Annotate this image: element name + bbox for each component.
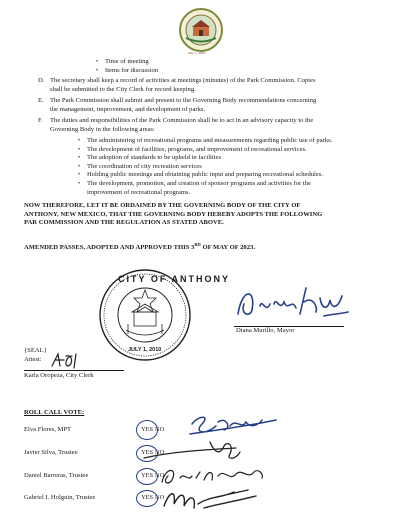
yes-circle (136, 420, 158, 440)
bullet-items: • Items for discussion (105, 67, 158, 76)
roll-call-heading: ROLL CALL VOTE: (24, 409, 85, 416)
duties-list (87, 137, 332, 197)
bullet-time: • Time of meeting (105, 58, 158, 67)
attest-label: Attest: (24, 356, 42, 363)
duty-item: • The development of facilities, programs, and improvement of recreational services. (87, 146, 332, 155)
mayor-signature (232, 284, 352, 324)
mayor-name: Diana Murillo, Mayor (236, 327, 295, 334)
signature-barreras (158, 464, 268, 488)
vote-yes: YES (141, 426, 154, 433)
item-e-line1: The Park Commission shall submit and present to the Governing Body recommendations concerning (50, 97, 317, 104)
item-f-line2: Governing Body in the following areas: (50, 126, 155, 133)
duty-item: • The coordination of city recreation services (87, 163, 332, 172)
item-d-line1: The secretary shall keep a record of activities at meetings (minutes) of the Park Commission. Copies (50, 77, 316, 84)
adopted-sup: RD (194, 242, 201, 247)
item-e-line2: the management, improvement, and development of parks. (50, 106, 206, 113)
member-name: Gabriel I. Holguin, Trustee (24, 494, 96, 501)
vote-yes: YES (141, 449, 154, 456)
item-d-letter: D. (38, 77, 45, 84)
logo-date: July 1, 2010 (188, 51, 206, 55)
member-name: Elva Flores, MPT (24, 426, 72, 433)
vote-no: NO (155, 494, 165, 501)
adopted-suffix: OF MAY OF 2023. (200, 244, 255, 252)
item-f-line1: The duties and responsibilities of the Park Commission shall be to act in an advisory capacity to the (50, 117, 314, 124)
duty-item: • Holding public meetings and obtaining public input and preparing recreational schedules. (87, 171, 332, 180)
item-d-line2: shall be submitted to the City Clerk for record keeping. (50, 86, 196, 93)
city-logo-graphic (178, 7, 224, 53)
vote-no: NO (155, 426, 165, 433)
clerk-name: Karla Oropeza, City Clerk (24, 372, 94, 379)
signature-holguin (160, 486, 270, 512)
yes-circle (136, 468, 158, 485)
vote-yes: YES (141, 472, 154, 479)
city-logo (178, 7, 224, 53)
member-name: Javier Silva, Trustee (24, 449, 78, 456)
member-name: Daniel Barreras, Trustee (24, 472, 89, 479)
city-seal-stamp (98, 268, 231, 362)
meeting-bullets (105, 58, 158, 75)
yes-circle (136, 490, 158, 507)
seal-bottom-text: JULY 1, 2010 (128, 347, 162, 353)
item-f-letter: F. (38, 117, 43, 124)
clerk-signature-line (24, 370, 124, 371)
item-e-letter: E. (38, 97, 44, 104)
duty-item: • The administering of recreational programs and measurements regarding public use of parks. (87, 137, 332, 146)
adopted-prefix: AMENDED PASSES, ADOPTED AND APPROVED THIS 3 (24, 244, 195, 252)
ordain-paragraph (24, 202, 322, 228)
ordain-line-2: ANTHONY, NEW MEXICO, THAT THE GOVERNING BODY HEREBY ADOPTS THE FOLLOWING (24, 210, 323, 218)
duty-item-continued: improvement of recreational programs. (87, 188, 191, 196)
vote-no: NO (155, 449, 165, 456)
seal-top-text: CITY OF ANTHONY (118, 274, 231, 284)
signature-silva (140, 438, 250, 466)
seal-label: {SEAL} (24, 347, 47, 354)
ordain-line-1: NOW THEREFORE, LET IT BE ORDAINED BY THE GOVERNING BODY OF THE CITY OF (24, 202, 301, 209)
ordain-line-3: PAR COMMISSION AND THE REGULATION AS STATED ABOVE. (24, 219, 224, 227)
duty-item: • The adoption of standards to be upheld in facilities (87, 154, 332, 163)
adopted-statement (24, 241, 255, 253)
duty-item: • The development, promotion, and creation of sponsor programs and activities for the (87, 180, 332, 189)
vote-no: NO (155, 472, 165, 479)
vote-yes: YES (141, 494, 154, 501)
clerk-signature (50, 352, 80, 370)
